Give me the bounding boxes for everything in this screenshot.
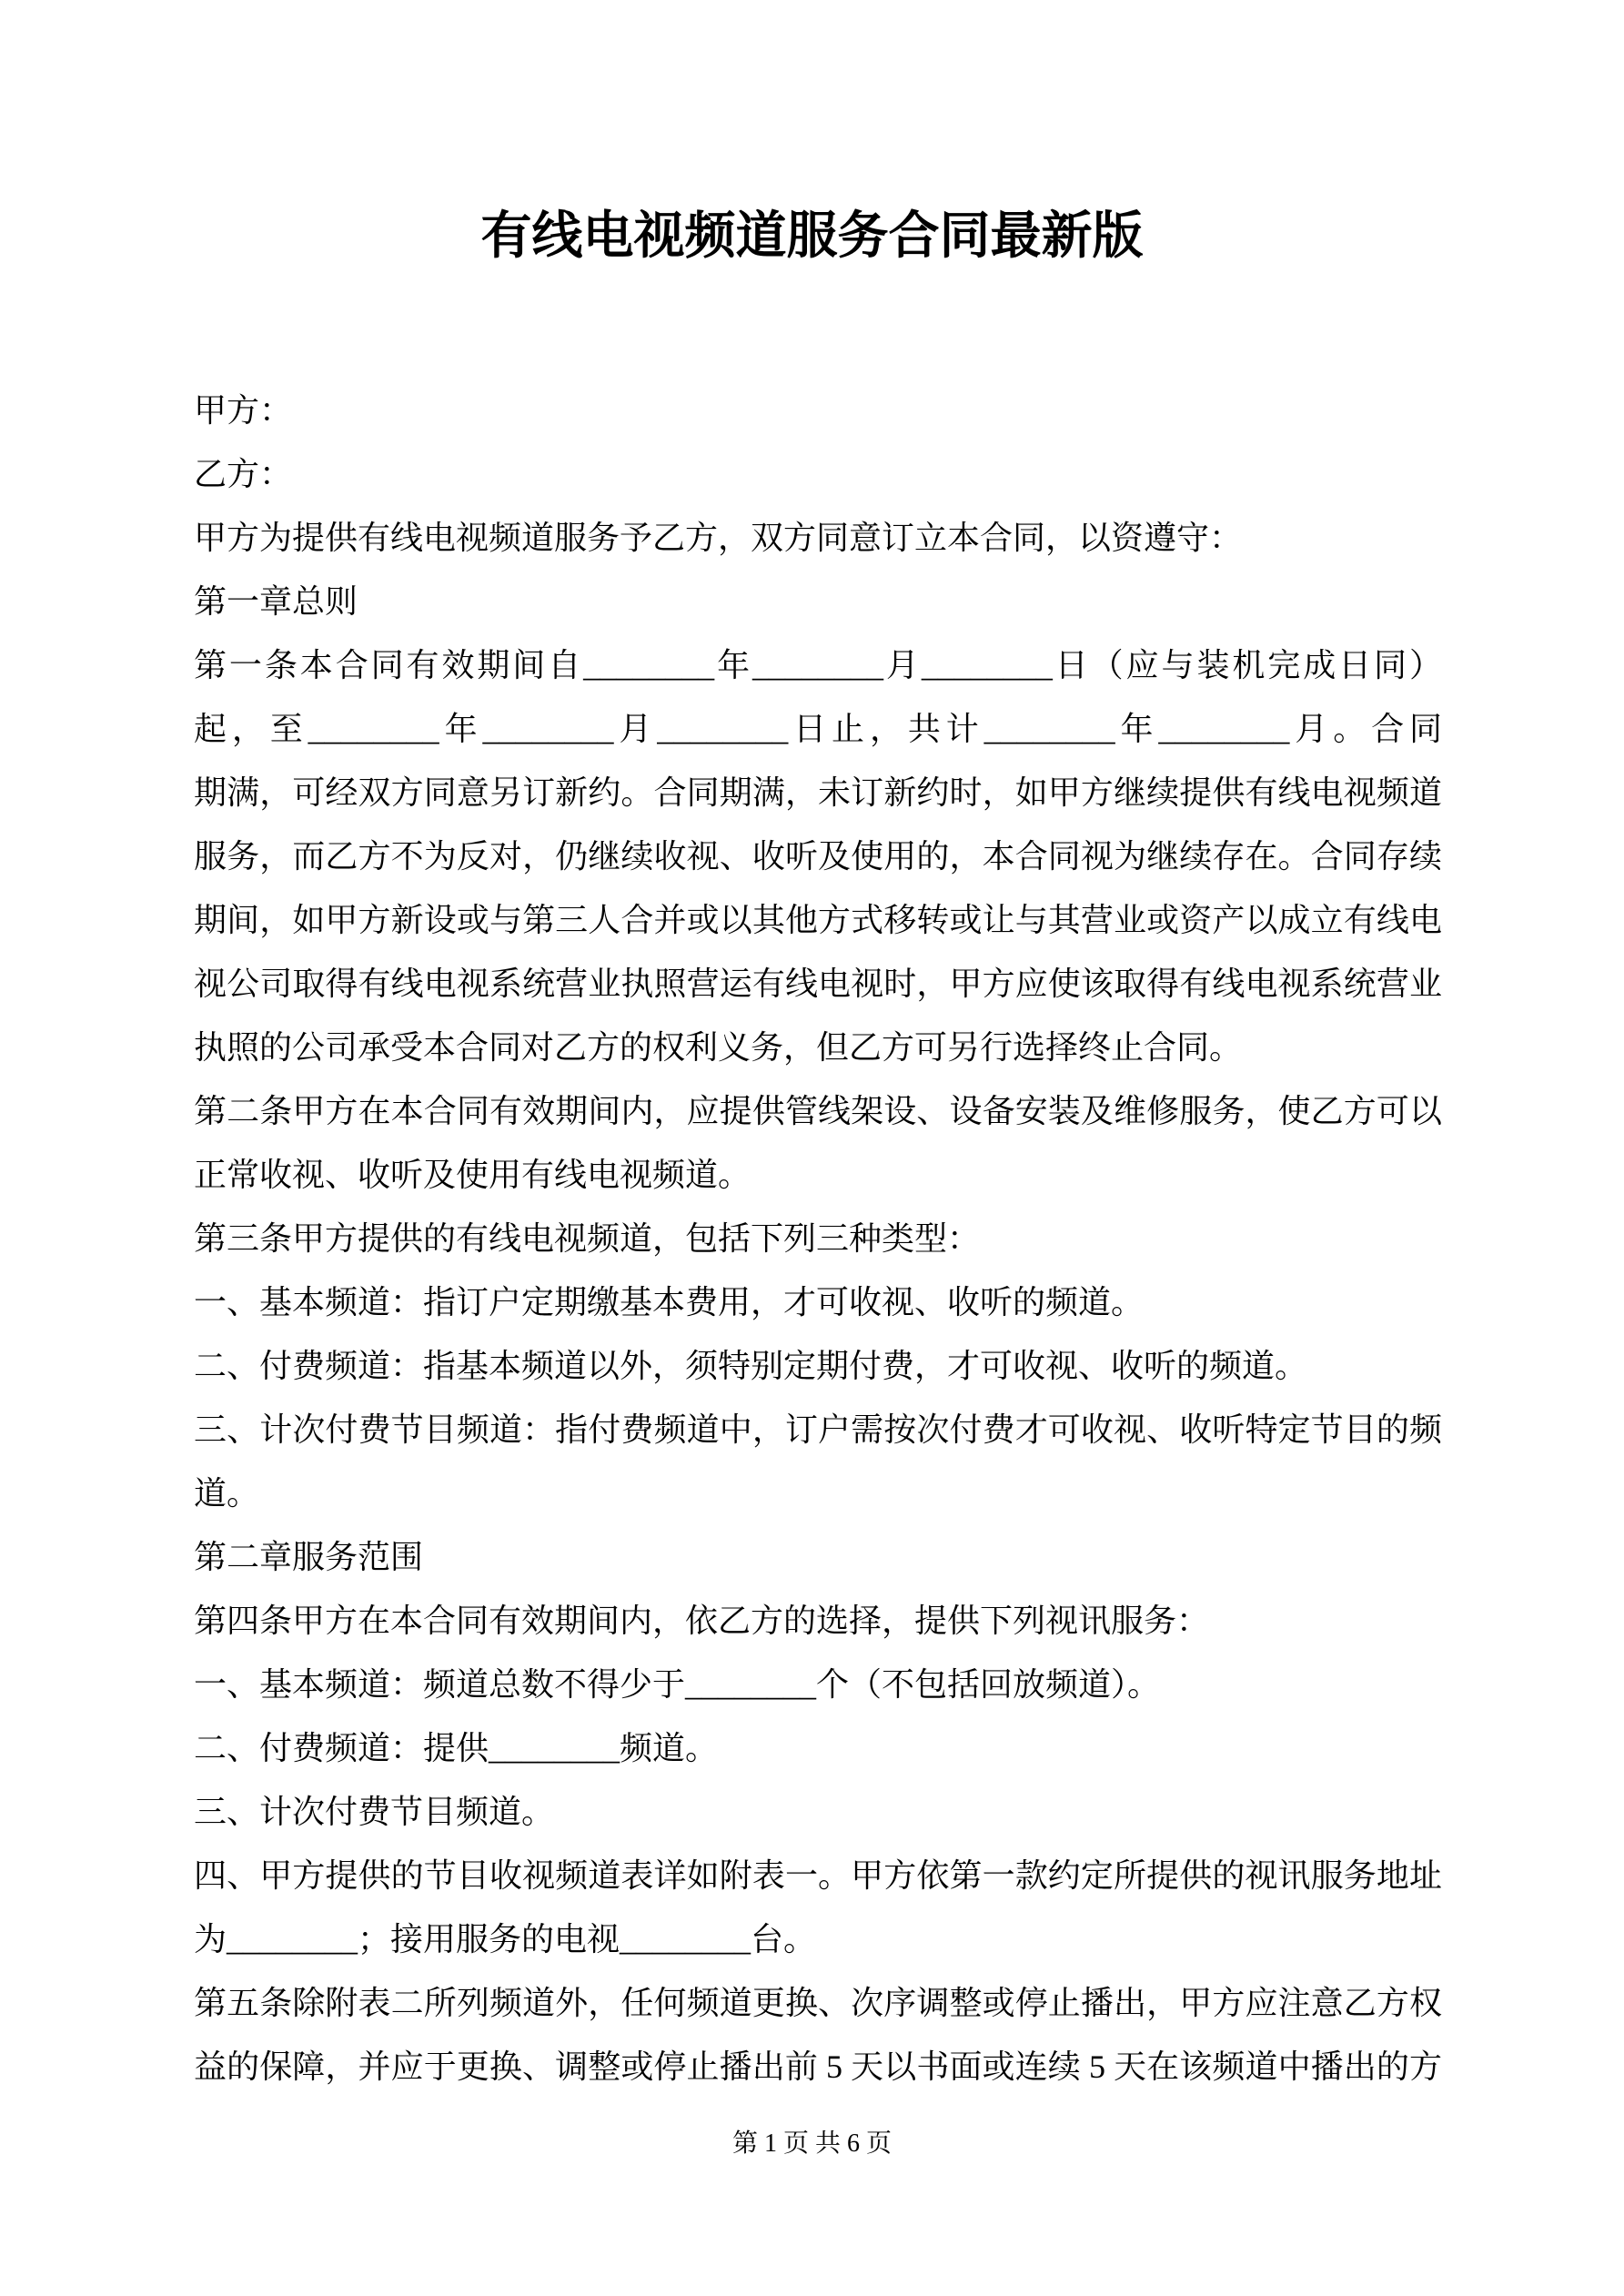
chapter-heading: 第二章服务范围 bbox=[194, 1539, 424, 1575]
contract-line: 第三条甲方提供的有线电视频道，包括下列三种类型： bbox=[194, 1220, 981, 1257]
page-number: 第 1 页 共 6 页 bbox=[731, 2129, 892, 2158]
contract-line: 正常收视、收听及使用有线电视频道。 bbox=[194, 1157, 751, 1193]
contract-line: 二、付费频道：指基本频道以外，须特别定期付费，才可收视、收听的频道。 bbox=[194, 1348, 1308, 1384]
contract-line: 四、甲方提供的节目收视频道表详如附表一。甲方依第一款约定所提供的视讯服务地址 bbox=[194, 1857, 1442, 1894]
contract-line: 第二条甲方在本合同有效期间内，应提供管线架设、设备安装及维修服务，使乙方可以 bbox=[194, 1093, 1442, 1129]
contract-line: 一、基本频道：指订户定期缴基本费用，才可收视、收听的频道。 bbox=[194, 1284, 1145, 1320]
contract-line: 二、付费频道：提供________频道。 bbox=[194, 1730, 719, 1766]
contract-line: 道。 bbox=[194, 1475, 260, 1512]
contract-line: 服务，而乙方不为反对，仍继续收视、收听及使用的，本合同视为继续存在。合同存续 bbox=[194, 838, 1442, 875]
contract-line: 三、计次付费节目频道：指付费频道中，订户需按次付费才可收视、收听特定节目的频 bbox=[194, 1411, 1442, 1448]
document-title: 有线电视频道服务合同最新版 bbox=[480, 208, 1144, 265]
contract-line: 甲方为提供有线电视频道服务予乙方，双方同意订立本合同，以资遵守： bbox=[194, 520, 1243, 556]
contract-line: 甲方： bbox=[194, 392, 293, 429]
contract-line: 执照的公司承受本合同对乙方的权利义务，但乙方可另行选择终止合同。 bbox=[194, 1029, 1243, 1066]
contract-line: 为________；接用服务的电视________台。 bbox=[194, 1921, 817, 1957]
contract-line: 起，至________年________月________日止，共计________年________月。合同 bbox=[194, 711, 1442, 747]
contract-line: 第五条除附表二所列频道外，任何频道更换、次序调整或停止播出，甲方应注意乙方权 bbox=[194, 1985, 1442, 2021]
contract-line: 第四条甲方在本合同有效期间内，依乙方的选择，提供下列视讯服务： bbox=[194, 1603, 1210, 1639]
contract-line: 益的保障，并应于更换、调整或停止播出前 5 天以书面或连续 5 天在该频道中播出的方 bbox=[194, 2048, 1442, 2085]
contract-line: 一、基本频道：频道总数不得少于________个（不包括回放频道）。 bbox=[194, 1666, 1161, 1703]
contract-body bbox=[194, 379, 1442, 2099]
contract-line: 乙方： bbox=[194, 456, 293, 492]
contract-line: 期间，如甲方新设或与第三人合并或以其他方式移转或让与其营业或资产以成立有线电 bbox=[194, 902, 1442, 938]
contract-line: 第一条本合同有效期间自________年________月________日（应与装机完成日同） bbox=[194, 647, 1442, 683]
contract-line: 期满，可经双方同意另订新约。合同期满，未订新约时，如甲方继续提供有线电视频道 bbox=[194, 774, 1442, 811]
contract-line: 三、计次付费节目频道。 bbox=[194, 1794, 555, 1830]
chapter-heading: 第一章总则 bbox=[194, 583, 358, 620]
contract-line: 视公司取得有线电视系统营业执照营运有线电视时，甲方应使该取得有线电视系统营业 bbox=[194, 966, 1442, 1002]
